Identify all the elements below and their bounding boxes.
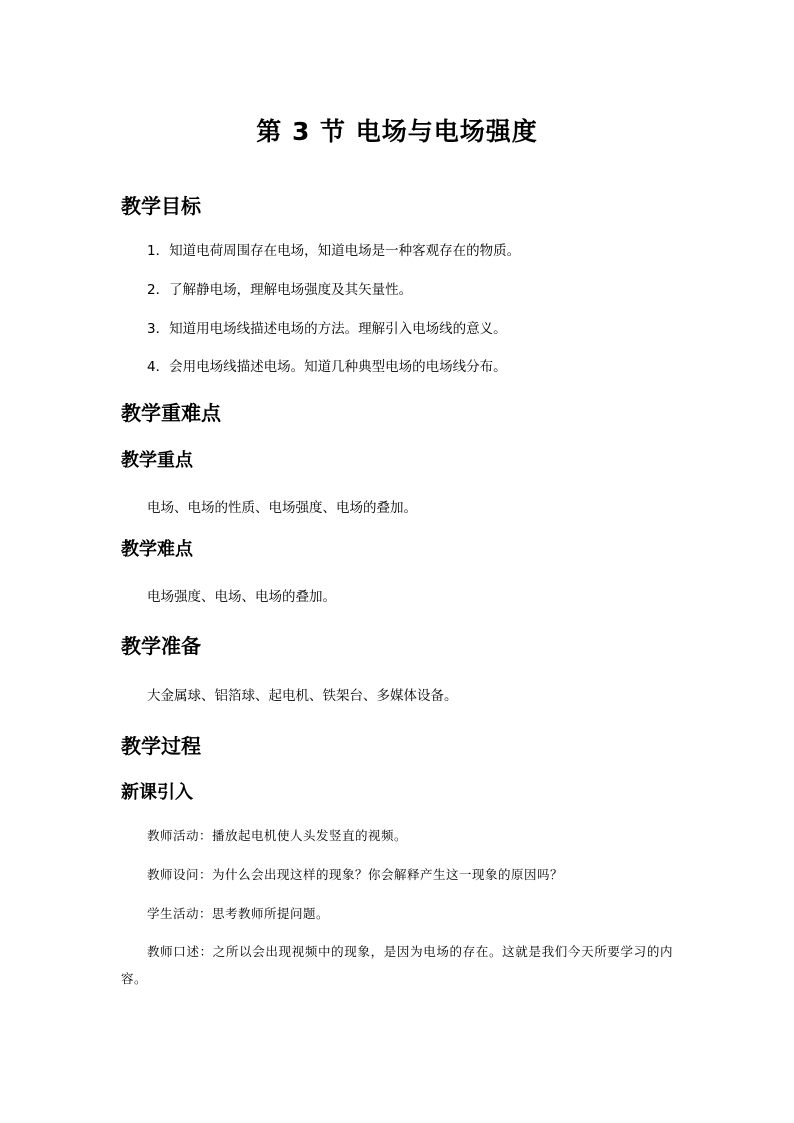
intro-paragraph-4: 教师口述：之所以会出现视频中的现象，是因为电场的存在。这就是我们今天所要学习的内容。 xyxy=(121,944,673,986)
key-points-text: 电场、电场的性质、电场强度、电场的叠加。 xyxy=(147,500,417,516)
heading-objectives: 教学目标 xyxy=(121,194,201,218)
heading-process: 教学过程 xyxy=(121,734,201,758)
heading-key-points: 教学重点 xyxy=(121,450,193,471)
heading-intro: 新课引入 xyxy=(121,782,193,803)
heading-difficult-points: 教学难点 xyxy=(121,539,193,560)
difficult-points-text: 电场强度、电场、电场的叠加。 xyxy=(147,589,336,605)
heading-key-difficult: 教学重难点 xyxy=(121,401,221,425)
intro-paragraph-2: 教师设问：为什么会出现这样的现象？你会解释产生这一现象的原因吗？ xyxy=(147,867,564,882)
objective-item-4: 4．会用电场线描述电场。知道几种典型电场的电场线分布。 xyxy=(147,359,507,375)
page-title: 第 3 节 电场与电场强度 xyxy=(256,117,538,146)
preparation-text: 大金属球、铝箔球、起电机、铁架台、多媒体设备。 xyxy=(147,688,458,704)
intro-paragraph-3: 学生活动：思考教师所提问题。 xyxy=(147,906,330,921)
intro-paragraph-1: 教师活动：播放起电机使人头发竖直的视频。 xyxy=(147,828,408,843)
heading-preparation: 教学准备 xyxy=(121,634,201,658)
objective-item-3: 3．知道用电场线描述电场的方法。理解引入电场线的意义。 xyxy=(147,321,507,337)
objective-item-1: 1．知道电荷周围存在电场，知道电场是一种客观存在的物质。 xyxy=(147,243,521,259)
objective-item-2: 2．了解静电场，理解电场强度及其矢量性。 xyxy=(147,282,413,298)
